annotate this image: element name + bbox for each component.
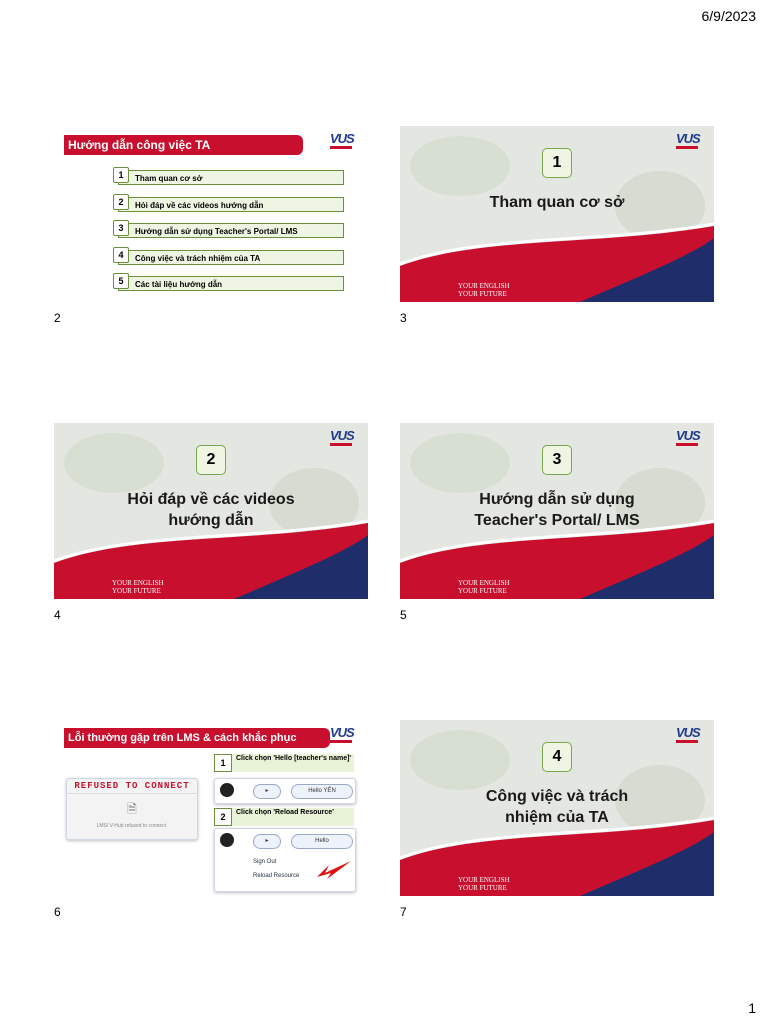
agenda-item-4: 4 Công việc và trách nhiệm của TA (118, 250, 344, 265)
tagline: YOUR ENGLISH YOUR FUTURE (112, 579, 164, 595)
bell-icon[interactable] (220, 783, 234, 797)
user-menu-panel (214, 828, 356, 892)
slide-number: 7 (400, 905, 407, 919)
vus-logo: VUS (330, 724, 360, 746)
menu-item-reload-resource[interactable]: Reload Resource (253, 873, 300, 879)
refused-title: REFUSED TO CONNECT (67, 779, 197, 794)
step-1-callout: 1 Click chọn 'Hello [teacher's name]' (214, 754, 354, 772)
menu-item-sign-out[interactable]: Sign Out (253, 859, 277, 865)
agenda-item-2: 2 Hỏi đáp về các videos hướng dẫn (118, 197, 344, 212)
refused-panel (66, 778, 198, 840)
vus-logo: VUS (330, 130, 360, 152)
slide-2[interactable] (54, 126, 368, 302)
slide-3[interactable] (400, 126, 714, 302)
tagline: YOUR ENGLISH YOUR FUTURE (458, 579, 510, 595)
slide-title: Hỏi đáp về các videos hướng dẫn (127, 491, 295, 529)
slide-title: Hướng dẫn sử dụng Teacher's Portal/ LMS (474, 491, 640, 529)
tagline: YOUR ENGLISH YOUR FUTURE (458, 282, 510, 298)
refused-message: LMS/ V-Hub refused to connect. (96, 823, 168, 829)
page-number: 1 (748, 1000, 756, 1016)
section-badge: 3 (542, 445, 572, 475)
slide-number: 4 (54, 608, 61, 622)
agenda-item-5: 5 Các tài liệu hướng dẫn (118, 276, 344, 291)
slide-number: 6 (54, 905, 61, 919)
section-badge: 2 (196, 445, 226, 475)
slide-5[interactable] (400, 423, 714, 599)
slide-header: Lỗi thường gặp trên LMS & cách khắc phục (64, 728, 330, 748)
toolbar-hello (214, 778, 356, 804)
slide-4[interactable] (54, 423, 368, 599)
slide-header: Hướng dẫn công việc TA (64, 135, 303, 155)
section-badge: 1 (542, 148, 572, 178)
vus-logo: VUS (676, 427, 706, 449)
slide-number: 2 (54, 311, 61, 325)
slide-title: Tham quan cơ sở (489, 194, 625, 211)
slide-number: 5 (400, 608, 407, 622)
hello-user-dropdown[interactable]: Hello (291, 834, 353, 849)
slide-number: 3 (400, 311, 407, 325)
header-date: 6/9/2023 (701, 8, 756, 24)
language-flag-dropdown[interactable]: ▸ (253, 784, 281, 799)
slide-title: Công việc và trách nhiệm của TA (485, 788, 629, 826)
language-flag-dropdown[interactable]: ▸ (253, 834, 281, 849)
section-badge: 4 (542, 742, 572, 772)
tagline: YOUR ENGLISH YOUR FUTURE (458, 876, 510, 892)
hello-user-dropdown[interactable]: Hello YẾN (291, 784, 353, 799)
vus-logo: VUS (330, 427, 360, 449)
bell-icon[interactable] (220, 833, 234, 847)
agenda-item-3: 3 Hướng dẫn sử dụng Teacher's Portal/ LMS (118, 223, 344, 238)
vus-logo: VUS (676, 724, 706, 746)
step-2-callout: 2 Click chọn 'Reload Resource' (214, 808, 354, 826)
red-arrow-icon (313, 859, 353, 881)
broken-page-icon: 🗎 (127, 802, 137, 816)
slide-7[interactable] (400, 720, 714, 896)
slide-6[interactable] (54, 720, 368, 896)
vus-logo: VUS (676, 130, 706, 152)
agenda-item-1: 1 Tham quan cơ sở (118, 170, 344, 185)
